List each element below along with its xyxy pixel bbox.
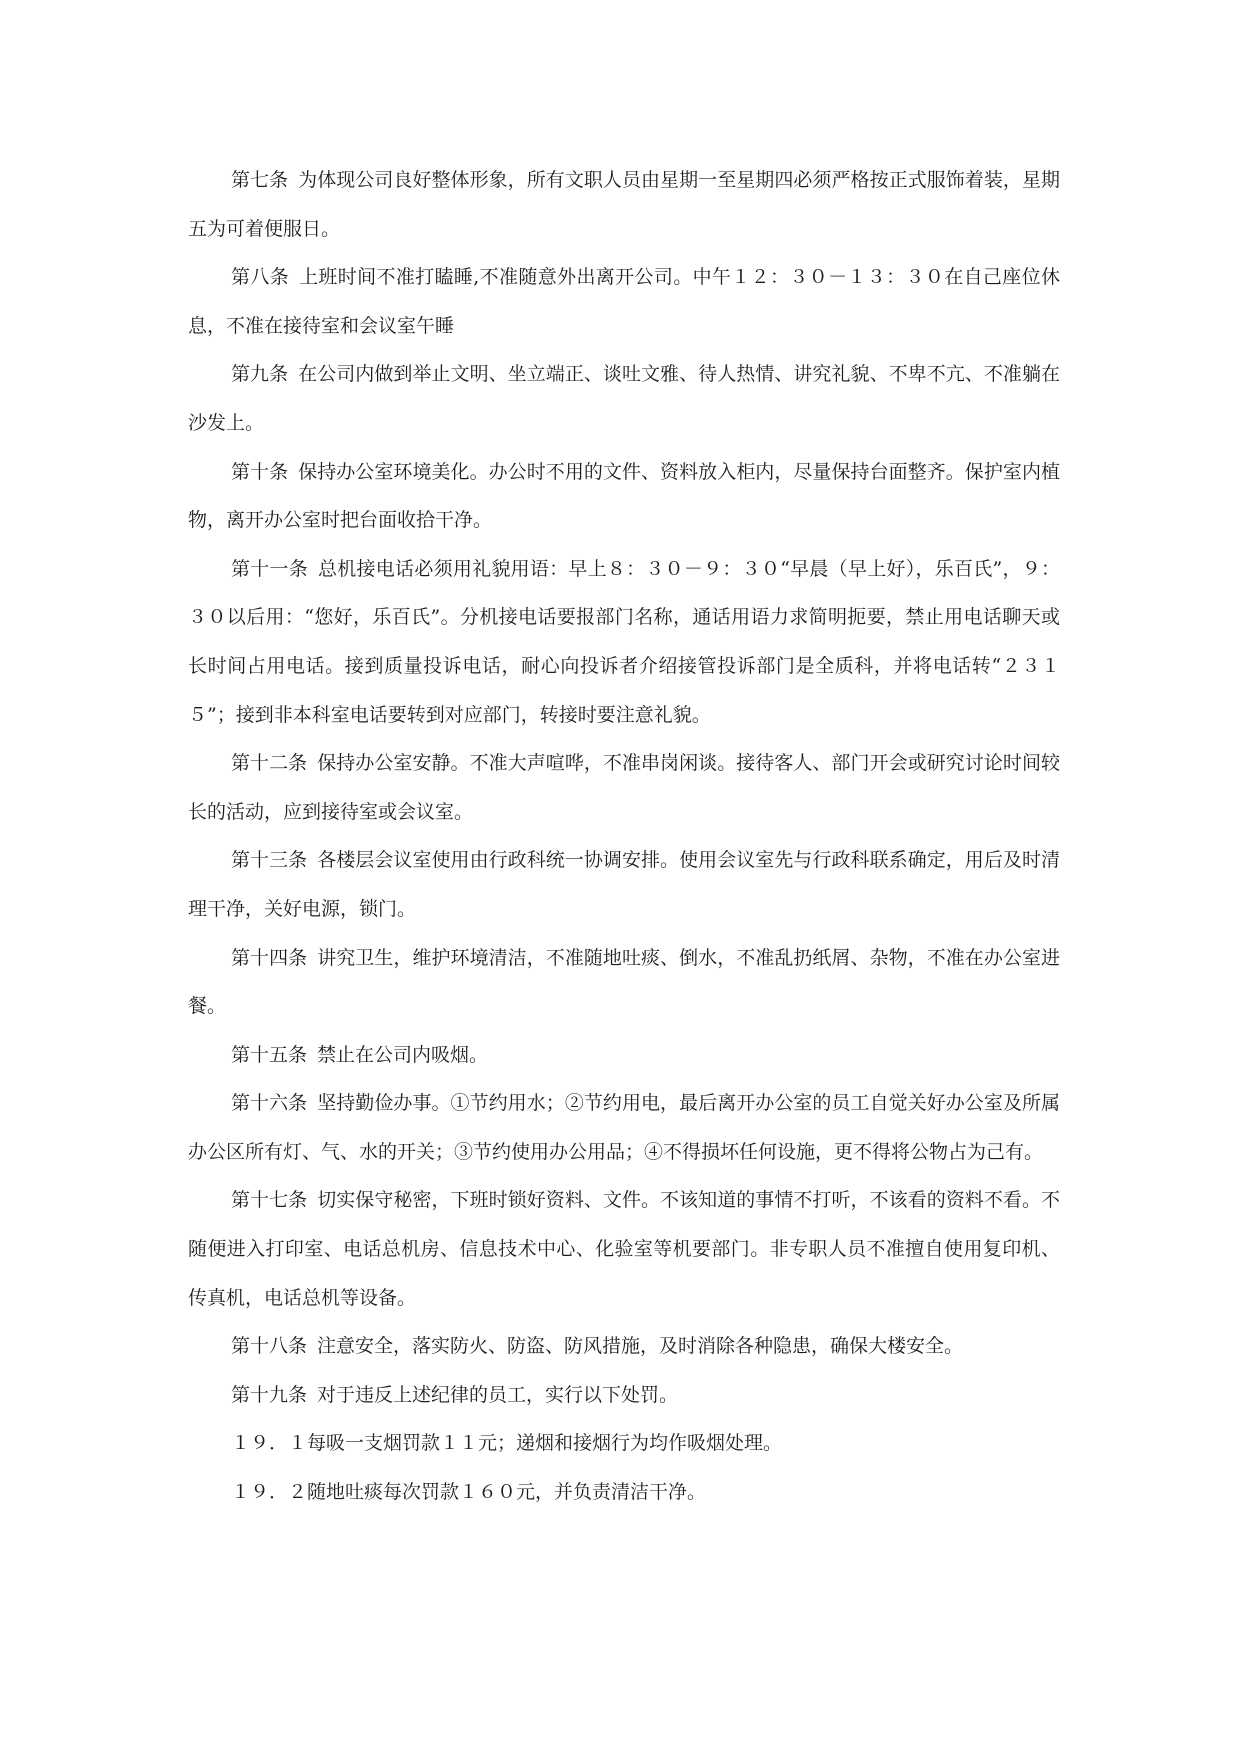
article-label: 第十条 [231,460,289,483]
article-15 [188,1031,1060,1080]
article-label: 第十四条 [231,946,308,969]
article-text: 切实保守秘密，下班时锁好资料、文件。不该知道的事情不打听，不该看的资料不看。不随便进入打印室、电话总机房、信息技术中心、化验室等机要部门。非专职人员不准擅自使用复印机、传真机，电话总机等设备。 [188,1189,1060,1309]
article-text: 禁止在公司内吸烟。 [317,1043,489,1066]
article-19 [188,1371,1060,1420]
clause-19-1 [188,1419,1060,1468]
article-text: 讲究卫生，维护环境清洁，不准随地吐痰、倒水，不准乱扔纸屑、杂物，不准在办公室进餐。 [188,946,1060,1018]
article-label: 第十八条 [231,1335,308,1358]
article-17 [188,1176,1060,1322]
article-label: 第十一条 [231,557,309,580]
article-7 [188,156,1060,253]
article-text: 总机接电话必须用礼貌用语：早上８：３０－９：３０“早晨（早上好），乐百氏”，９：３０以后用：“您好，乐百氏”。分机接电话要报部门名称，通话用语力求简明扼要，禁止用电话聊天或长时间占用电话。接到质量投诉电话，耐心向投诉者介绍接管投诉部门是全质科，并将电话转“２３１５”；接到非本科室电话要转到对应部门，转接时要注意礼貌。 [188,557,1060,726]
article-label: 第十六条 [231,1092,308,1115]
clause-text: １９．２随地吐痰每次罚款１６０元，并负责清洁干净。 [231,1481,707,1504]
article-label: 第十五条 [231,1043,308,1066]
clause-text: １９．１每吸一支烟罚款１１元；递烟和接烟行为均作吸烟处理。 [231,1432,783,1455]
article-13 [188,836,1060,933]
article-text: 在公司内做到举止文明、坐立端正、谈吐文雅、待人热情、讲究礼貌、不卑不亢、不准躺在沙发上。 [188,363,1060,434]
article-text: 坚持勤俭办事。①节约用水；②节约用电，最后离开办公室的员工自觉关好办公室及所属办公区所有灯、气、水的开关；③节约使用办公用品；④不得损坏任何设施，更不得将公物占为己有。 [188,1092,1060,1163]
article-label: 第八条 [231,266,290,289]
article-label: 第十九条 [231,1383,308,1406]
article-8 [188,253,1060,350]
article-text: 各楼层会议室使用由行政科统一协调安排。使用会议室先与行政科联系确定，用后及时清理干净，关好电源，锁门。 [188,849,1060,920]
document-body [188,156,1060,1517]
article-label: 第七条 [231,169,289,191]
article-9 [188,350,1060,447]
article-text: 保持办公室环境美化。办公时不用的文件、资料放入柜内，尽量保持台面整齐。保护室内植物，离开办公室时把台面收拾干净。 [188,460,1060,532]
article-16 [188,1079,1060,1176]
article-label: 第九条 [231,363,289,386]
article-11 [188,545,1060,739]
article-text: 保持办公室安静。不准大声喧哗，不准串岗闲谈。接待客人、部门开会或研究讨论时间较长的活动，应到接待室或会议室。 [188,752,1060,823]
article-label: 第十七条 [231,1189,308,1212]
article-18 [188,1322,1060,1371]
article-text: 注意安全，落实防火、防盗、防风措施，及时消除各种隐患，确保大楼安全。 [317,1335,964,1358]
article-label: 第十二条 [231,752,308,775]
article-text: 对于违反上述纪律的员工，实行以下处罚。 [317,1383,679,1406]
article-12 [188,739,1060,836]
article-10 [188,448,1060,545]
article-label: 第十三条 [231,849,308,872]
clause-19-2 [188,1468,1060,1517]
article-14 [188,934,1060,1031]
article-text: 为体现公司良好整体形象，所有文职人员由星期一至星期四必须严格按正式服饰着装，星期五为可着便服日。 [188,169,1060,240]
article-text: 上班时间不准打瞌睡,不准随意外出离开公司。中午１２：３０－１３：３０在自己座位休息，不准在接待室和会议室午睡 [188,266,1060,337]
